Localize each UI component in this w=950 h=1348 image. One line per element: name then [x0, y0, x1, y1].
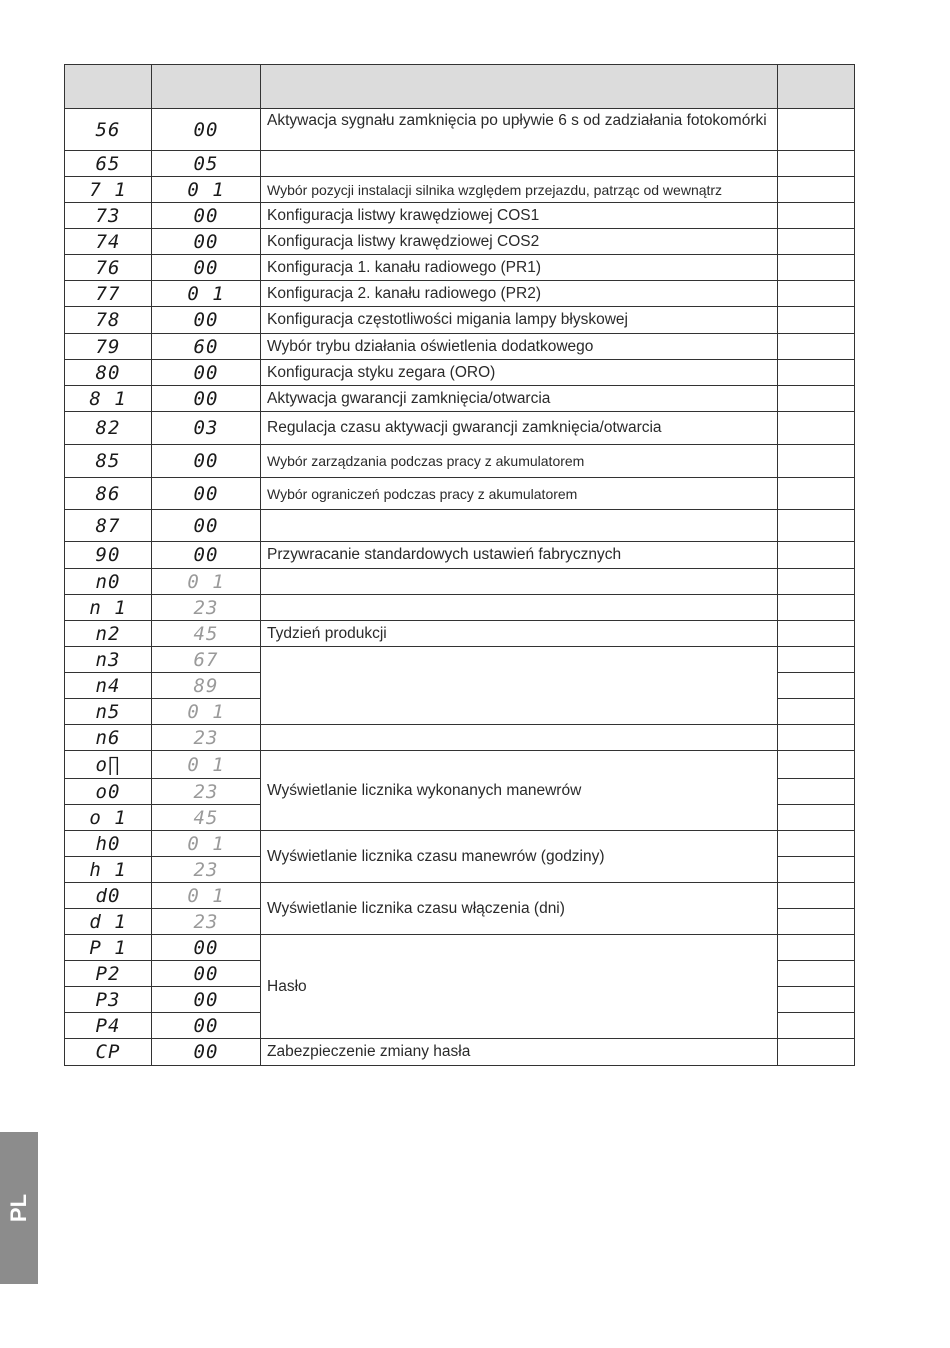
param-value: 00	[152, 478, 261, 510]
param-code: n5	[65, 699, 152, 725]
param-value: 00	[152, 307, 261, 334]
param-extra	[778, 307, 855, 334]
param-code: P 1	[65, 935, 152, 961]
param-description-days: Wyświetlanie licznika czasu włączenia (dni)	[261, 883, 778, 935]
param-value: 00	[152, 203, 261, 229]
param-code: 90	[65, 542, 152, 569]
header-code	[65, 65, 152, 109]
param-value: 23	[152, 857, 261, 883]
param-value: 00	[152, 935, 261, 961]
param-value: 23	[152, 725, 261, 751]
param-code: n4	[65, 673, 152, 699]
table-row	[65, 255, 855, 281]
param-description: Przywracanie standardowych ustawień fabrycznych	[261, 542, 778, 569]
param-code: 87	[65, 510, 152, 542]
param-code: o∏	[65, 751, 152, 779]
param-code: n3	[65, 647, 152, 673]
param-extra	[778, 542, 855, 569]
param-description	[261, 151, 778, 177]
param-extra	[778, 883, 855, 909]
header-value	[152, 65, 261, 109]
param-extra	[778, 857, 855, 883]
param-code: n2	[65, 621, 152, 647]
language-tab	[0, 1132, 38, 1284]
param-description-group-empty	[261, 647, 778, 725]
param-extra	[778, 151, 855, 177]
param-value: 0 1	[152, 699, 261, 725]
table-row	[65, 307, 855, 334]
param-value: 05	[152, 151, 261, 177]
param-extra	[778, 1039, 855, 1066]
param-code: 73	[65, 203, 152, 229]
param-extra	[778, 255, 855, 281]
param-code: 76	[65, 255, 152, 281]
param-code: n 1	[65, 595, 152, 621]
param-code: h0	[65, 831, 152, 857]
param-extra	[778, 831, 855, 857]
param-extra	[778, 510, 855, 542]
param-value: 00	[152, 229, 261, 255]
table-row	[65, 203, 855, 229]
table-header	[65, 65, 855, 109]
param-extra	[778, 1013, 855, 1039]
param-description: Zabezpieczenie zmiany hasła	[261, 1039, 778, 1066]
param-extra	[778, 412, 855, 445]
param-value: 00	[152, 386, 261, 412]
param-extra	[778, 935, 855, 961]
param-code: 78	[65, 307, 152, 334]
param-code: o0	[65, 779, 152, 805]
table-row	[65, 595, 855, 621]
param-code: d 1	[65, 909, 152, 935]
param-extra	[778, 177, 855, 203]
param-value: 23	[152, 909, 261, 935]
param-extra	[778, 445, 855, 478]
param-description: Konfiguracja listwy krawędziowej COS2	[261, 229, 778, 255]
table-row	[65, 412, 855, 445]
param-description	[261, 510, 778, 542]
param-extra	[778, 229, 855, 255]
param-description: Konfiguracja 1. kanału radiowego (PR1)	[261, 255, 778, 281]
param-value: 0 1	[152, 751, 261, 779]
param-extra	[778, 281, 855, 307]
param-description	[261, 595, 778, 621]
table-row	[65, 935, 855, 961]
header-extra	[778, 65, 855, 109]
param-extra	[778, 621, 855, 647]
param-description-maneuvers: Wyświetlanie licznika wykonanych manewrów	[261, 751, 778, 831]
param-extra	[778, 595, 855, 621]
param-description: Konfiguracja styku zegara (ORO)	[261, 360, 778, 386]
table-row	[65, 281, 855, 307]
table-row	[65, 751, 855, 779]
param-value: 00	[152, 1013, 261, 1039]
param-value: 00	[152, 445, 261, 478]
param-value: 03	[152, 412, 261, 445]
language-label: PL	[6, 1193, 31, 1223]
param-value: 00	[152, 961, 261, 987]
param-value: 00	[152, 987, 261, 1013]
param-value: 67	[152, 647, 261, 673]
param-description-password: Hasło	[261, 935, 778, 1039]
param-extra	[778, 569, 855, 595]
param-description: Wybór pozycji instalacji silnika względem przejazdu, patrząc od wewnątrz	[261, 177, 778, 203]
param-description: Aktywacja gwarancji zamknięcia/otwarcia	[261, 386, 778, 412]
table-row	[65, 542, 855, 569]
table-row	[65, 883, 855, 909]
param-extra	[778, 386, 855, 412]
param-value: 00	[152, 510, 261, 542]
param-code: n0	[65, 569, 152, 595]
table-row	[65, 831, 855, 857]
table-row	[65, 1039, 855, 1066]
param-code: 7 1	[65, 177, 152, 203]
param-code: P3	[65, 987, 152, 1013]
table-row	[65, 478, 855, 510]
param-extra	[778, 779, 855, 805]
param-value: 00	[152, 542, 261, 569]
table-row	[65, 151, 855, 177]
table-row	[65, 445, 855, 478]
param-code: P4	[65, 1013, 152, 1039]
param-code: 8 1	[65, 386, 152, 412]
param-extra	[778, 334, 855, 360]
param-description: Wybór trybu działania oświetlenia dodatkowego	[261, 334, 778, 360]
param-extra	[778, 647, 855, 673]
param-description	[261, 725, 778, 751]
table-row	[65, 177, 855, 203]
param-code: n6	[65, 725, 152, 751]
table-row	[65, 510, 855, 542]
param-extra	[778, 725, 855, 751]
table-row	[65, 725, 855, 751]
param-code: 56	[65, 109, 152, 151]
param-value: 00	[152, 255, 261, 281]
param-value: 0 1	[152, 831, 261, 857]
param-description: Tydzień produkcji	[261, 621, 778, 647]
param-extra	[778, 909, 855, 935]
param-value: 45	[152, 621, 261, 647]
param-code: 74	[65, 229, 152, 255]
table-row	[65, 386, 855, 412]
param-value: 00	[152, 109, 261, 151]
param-value: 00	[152, 360, 261, 386]
param-extra	[778, 805, 855, 831]
param-value: 0 1	[152, 177, 261, 203]
param-code: 82	[65, 412, 152, 445]
param-extra	[778, 987, 855, 1013]
param-code: 79	[65, 334, 152, 360]
table-row	[65, 229, 855, 255]
param-extra	[778, 478, 855, 510]
param-description-hours: Wyświetlanie licznika czasu manewrów (godziny)	[261, 831, 778, 883]
param-description: Wybór zarządzania podczas pracy z akumulatorem	[261, 445, 778, 478]
param-code: P2	[65, 961, 152, 987]
param-description: Wybór ograniczeń podczas pracy z akumulatorem	[261, 478, 778, 510]
param-description: Aktywacja sygnału zamknięcia po upływie 6 s od zadziałania fotokomórki	[261, 109, 778, 151]
header-description	[261, 65, 778, 109]
param-value: 89	[152, 673, 261, 699]
param-description: Konfiguracja 2. kanału radiowego (PR2)	[261, 281, 778, 307]
param-description: Konfiguracja częstotliwości migania lampy błyskowej	[261, 307, 778, 334]
param-code: CP	[65, 1039, 152, 1066]
param-extra	[778, 751, 855, 779]
table-row	[65, 621, 855, 647]
param-value: 0 1	[152, 281, 261, 307]
param-value: 23	[152, 595, 261, 621]
param-value: 45	[152, 805, 261, 831]
param-value: 23	[152, 779, 261, 805]
param-code: h 1	[65, 857, 152, 883]
param-code: 77	[65, 281, 152, 307]
param-extra	[778, 360, 855, 386]
param-value: 60	[152, 334, 261, 360]
param-extra	[778, 961, 855, 987]
param-code: 85	[65, 445, 152, 478]
table-row	[65, 647, 855, 673]
param-code: d0	[65, 883, 152, 909]
param-extra	[778, 699, 855, 725]
param-code: o 1	[65, 805, 152, 831]
param-code: 80	[65, 360, 152, 386]
param-extra	[778, 673, 855, 699]
param-extra	[778, 109, 855, 151]
param-description: Regulacja czasu aktywacji gwarancji zamknięcia/otwarcia	[261, 412, 778, 445]
table-row	[65, 334, 855, 360]
param-value: 00	[152, 1039, 261, 1066]
parameter-table	[64, 64, 855, 1066]
param-extra	[778, 203, 855, 229]
table-row	[65, 109, 855, 151]
param-description: Konfiguracja listwy krawędziowej COS1	[261, 203, 778, 229]
param-value: 0 1	[152, 569, 261, 595]
table-row	[65, 569, 855, 595]
param-code: 65	[65, 151, 152, 177]
param-value: 0 1	[152, 883, 261, 909]
param-description	[261, 569, 778, 595]
table-row	[65, 360, 855, 386]
param-code: 86	[65, 478, 152, 510]
